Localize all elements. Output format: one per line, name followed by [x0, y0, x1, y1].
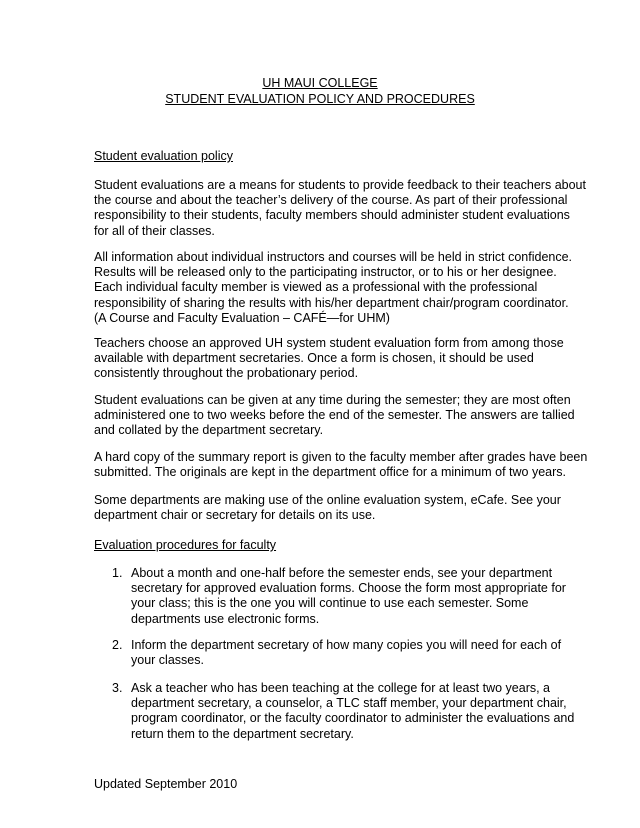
- item-text: [131, 566, 566, 627]
- title-line-2: STUDENT EVALUATION POLICY AND PROCEDURES: [165, 92, 475, 106]
- policy-paragraph-3: [94, 336, 564, 382]
- text-line: All information about individual instructors and courses will be held in strict confidence.: [94, 250, 573, 264]
- text-line: submitted. The originals are kept in the department office for a minimum of two years.: [94, 465, 566, 480]
- text-line: Ask a teacher who has been teaching at the college for at least two years, a: [131, 681, 551, 695]
- text-line: Teachers choose an approved UH system student evaluation form from among those: [94, 336, 564, 350]
- text-line: program coordinator, or the faculty coordinator to administer the evaluations and: [131, 711, 575, 726]
- footer-updated: Updated September 2010: [94, 777, 238, 791]
- policy-paragraph-5: [94, 450, 588, 480]
- text-line: department chair or secretary for details on its use.: [94, 508, 376, 523]
- policy-paragraph-4: [94, 393, 575, 439]
- text-line: your class; this is the one you will continue to use each semester. Some: [131, 596, 529, 611]
- text-line: department secretary, a counselor, a TLC staff member, your department chair,: [131, 696, 567, 711]
- text-line: departments use electronic forms.: [131, 611, 320, 626]
- text-line: responsibility of sharing the results with his/her department chair/program coordinator.: [94, 295, 569, 310]
- text-line: and collated by the department secretary.: [94, 423, 324, 438]
- text-line: consistently throughout the probationary period.: [94, 366, 359, 381]
- text-line: Each individual faculty member is viewed as a professional with the professional: [94, 280, 538, 295]
- item-text: [131, 638, 561, 668]
- policy-heading: Student evaluation policy: [94, 149, 233, 163]
- text-line: Results will be released only to the participating instructor, or to his or her designee.: [94, 265, 557, 280]
- text-line: A hard copy of the summary report is given to the faculty member after grades have been: [94, 450, 588, 464]
- text-line: (A Course and Faculty Evaluation – CAFÉ—for UHM): [94, 310, 390, 325]
- policy-paragraph-2: [94, 250, 573, 326]
- text-line: Inform the department secretary of how many copies you will need for each of: [131, 638, 562, 652]
- title-line-1: UH MAUI COLLEGE: [262, 76, 378, 90]
- item-text: [131, 681, 575, 742]
- item-number: 2.: [112, 638, 123, 652]
- text-line: return them to the department secretary.: [131, 726, 354, 741]
- text-line: About a month and one-half before the semester ends, see your department: [131, 566, 553, 580]
- text-line: available with department secretaries. Once a form is chosen, it should be used: [94, 351, 534, 366]
- text-line: administered one to two weeks before the end of the semester. The answers are tallied: [94, 408, 575, 423]
- item-number: 3.: [112, 681, 123, 695]
- text-line: Student evaluations can be given at any time during the semester; they are most often: [94, 393, 571, 407]
- policy-paragraph-1: [94, 178, 586, 239]
- document-title: [0, 75, 640, 107]
- text-line: for all of their classes.: [94, 223, 215, 238]
- text-line: Student evaluations are a means for students to provide feedback to their teachers about: [94, 178, 586, 192]
- text-line: your classes.: [131, 653, 204, 668]
- item-number: 1.: [112, 566, 123, 580]
- text-line: Some departments are making use of the online evaluation system, eCafe. See your: [94, 493, 561, 507]
- procedures-heading: Evaluation procedures for faculty: [94, 538, 277, 552]
- text-line: the course and about the teacher’s delivery of the course. As part of their professional: [94, 193, 568, 208]
- text-line: responsibility to their students, faculty members should administer student evaluations: [94, 208, 570, 223]
- policy-paragraph-6: [94, 493, 561, 523]
- text-line: secretary for approved evaluation forms. Choose the form most appropriate for: [131, 581, 566, 596]
